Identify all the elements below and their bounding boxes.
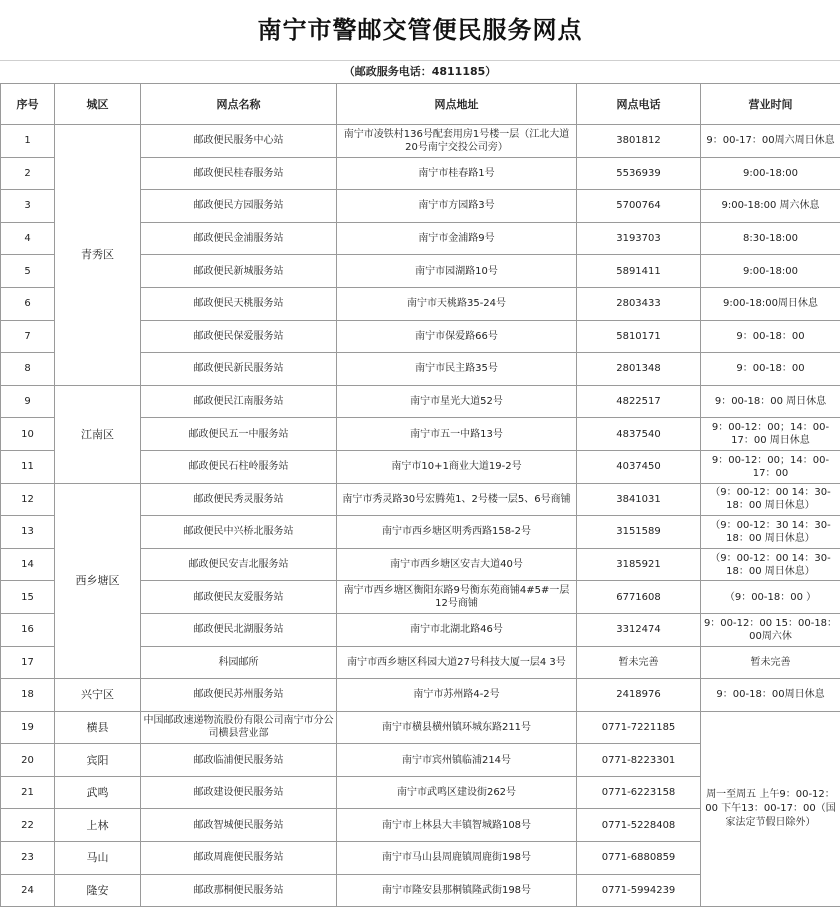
row-phone: 0771-5994239 [577,874,701,907]
row-phone: 暂未完善 [577,646,701,679]
row-hours: （9：00-12：00 14：30-18：00 周日休息） [701,483,840,516]
district-cell: 西乡塘区 [55,483,141,679]
row-no: 17 [1,646,55,679]
row-no: 9 [1,385,55,418]
row-no: 11 [1,450,55,483]
row-no: 8 [1,353,55,386]
header-seq: 序号 [1,84,55,125]
row-hours: 8:30-18:00 [701,222,840,255]
row-phone: 4837540 [577,418,701,451]
row-name: 科园邮所 [141,646,337,679]
row-name: 邮政便民友爱服务站 [141,581,337,614]
row-name: 邮政便民新城服务站 [141,255,337,288]
row-no: 18 [1,679,55,712]
row-phone: 4822517 [577,385,701,418]
row-name: 邮政周鹿便民服务站 [141,842,337,875]
row-no: 19 [1,711,55,744]
row-phone: 0771-6880859 [577,842,701,875]
row-name: 邮政建设便民服务站 [141,776,337,809]
row-address: 南宁市金浦路9号 [337,222,577,255]
row-phone: 4037450 [577,450,701,483]
district-cell: 江南区 [55,385,141,483]
table-header-row [1,84,840,125]
row-no: 13 [1,516,55,549]
row-hours: （9：00-12：00 14：30-18：00 周日休息） [701,548,840,581]
row-hours: （9：00-12：30 14：30-18：00 周日休息） [701,516,840,549]
row-phone: 3185921 [577,548,701,581]
shared-hours-cell: 周一至周五 上午9：00-12：00 下午13：00-17：00（国家法定节假日除外） [701,711,840,907]
row-phone: 0771-8223301 [577,744,701,777]
row-address: 南宁市民主路35号 [337,353,577,386]
row-name: 邮政便民秀灵服务站 [141,483,337,516]
row-name: 中国邮政速递物流股份有限公司南宁市分公司横县营业部 [141,711,337,744]
row-no: 7 [1,320,55,353]
row-phone: 3841031 [577,483,701,516]
district-cell: 兴宁区 [55,679,141,712]
row-address: 南宁市园湖路10号 [337,255,577,288]
row-phone: 3801812 [577,125,701,158]
header-phone: 网点电话 [577,84,701,125]
row-name: 邮政智城便民服务站 [141,809,337,842]
row-phone: 2801348 [577,353,701,386]
row-address: 南宁市五一中路13号 [337,418,577,451]
row-phone: 5891411 [577,255,701,288]
row-hours: 9：00-18：00 [701,353,840,386]
district-cell: 横县 [55,711,141,744]
header-address: 网点地址 [337,84,577,125]
row-name: 邮政便民苏州服务站 [141,679,337,712]
row-name: 邮政便民五一中服务站 [141,418,337,451]
row-name: 邮政便民天桃服务站 [141,287,337,320]
row-name: 邮政便民新民服务站 [141,353,337,386]
row-hours: 9：00-12：00；14：00-17：00 周日休息 [701,418,840,451]
table-row [1,679,840,712]
district-cell: 青秀区 [55,125,141,386]
row-phone: 2418976 [577,679,701,712]
row-hours: （9：00-18：00 ） [701,581,840,614]
row-hours: 9:00-18:00周日休息 [701,287,840,320]
row-no: 1 [1,125,55,158]
row-name: 邮政便民江南服务站 [141,385,337,418]
row-no: 10 [1,418,55,451]
table-row [1,483,840,516]
row-hours: 9：00-18：00周日休息 [701,679,840,712]
row-address: 南宁市西乡塘区衡阳东路9号衡东苑商铺4#5#一层12号商铺 [337,581,577,614]
row-phone: 3193703 [577,222,701,255]
row-no: 4 [1,222,55,255]
row-no: 23 [1,842,55,875]
row-address: 南宁市武鸣区建设街262号 [337,776,577,809]
row-name: 邮政便民北湖服务站 [141,613,337,646]
row-phone: 0771-5228408 [577,809,701,842]
district-cell: 上林 [55,809,141,842]
row-address: 南宁市保爱路66号 [337,320,577,353]
row-address: 南宁市宾州镇临浦214号 [337,744,577,777]
row-no: 20 [1,744,55,777]
row-no: 16 [1,613,55,646]
row-name: 邮政便民中兴桥北服务站 [141,516,337,549]
district-cell: 隆安 [55,874,141,907]
row-phone: 5810171 [577,320,701,353]
row-name: 邮政便民桂春服务站 [141,157,337,190]
row-address: 南宁市星光大道52号 [337,385,577,418]
row-hours: 9：00-18：00 [701,320,840,353]
row-phone: 6771608 [577,581,701,614]
table-row [1,125,840,158]
row-no: 2 [1,157,55,190]
row-hours: 9：00-18：00 周日休息 [701,385,840,418]
row-address: 南宁市马山县周鹿镇周鹿街198号 [337,842,577,875]
row-phone: 3312474 [577,613,701,646]
row-no: 21 [1,776,55,809]
header-district: 城区 [55,84,141,125]
row-hours: 9:00-18:00 [701,157,840,190]
row-no: 22 [1,809,55,842]
row-address: 南宁市隆安县那桐镇隆武街198号 [337,874,577,907]
page-title: 南宁市警邮交管便民服务网点 [257,16,583,44]
row-phone: 0771-7221185 [577,711,701,744]
row-name: 邮政便民保爱服务站 [141,320,337,353]
row-hours: 9：00-12：00；14：00-17：00 [701,450,840,483]
row-address: 南宁市西乡塘区明秀西路158-2号 [337,516,577,549]
header-point-name: 网点名称 [141,84,337,125]
row-name: 邮政便民安吉北服务站 [141,548,337,581]
row-address: 南宁市横县横州镇环城东路211号 [337,711,577,744]
row-no: 6 [1,287,55,320]
row-phone: 5536939 [577,157,701,190]
row-no: 5 [1,255,55,288]
table-row [1,385,840,418]
row-hours: 9：00-12：00 15：00-18：00周六休 [701,613,840,646]
row-no: 24 [1,874,55,907]
row-name: 邮政便民方园服务站 [141,190,337,223]
service-phone: （邮政服务电话：4811185） [0,60,840,83]
row-address: 南宁市西乡塘区安吉大道40号 [337,548,577,581]
row-name: 邮政临浦便民服务站 [141,744,337,777]
row-phone: 5700764 [577,190,701,223]
row-address: 南宁市方园路3号 [337,190,577,223]
row-phone: 3151589 [577,516,701,549]
row-name: 邮政那桐便民服务站 [141,874,337,907]
row-no: 14 [1,548,55,581]
row-no: 15 [1,581,55,614]
header-hours: 营业时间 [701,84,840,125]
row-phone: 2803433 [577,287,701,320]
row-address: 南宁市西乡塘区科园大道27号科技大厦一层4 3号 [337,646,577,679]
table-row [1,711,840,744]
row-hours: 9:00-18:00 周六休息 [701,190,840,223]
row-address: 南宁市桂春路1号 [337,157,577,190]
row-no: 3 [1,190,55,223]
row-address: 南宁市苏州路4-2号 [337,679,577,712]
service-points-table [0,83,840,907]
district-cell: 武鸣 [55,776,141,809]
district-cell: 马山 [55,842,141,875]
row-phone: 0771-6223158 [577,776,701,809]
row-address: 南宁市秀灵路30号宏腾苑1、2号楼一层5、6号商铺 [337,483,577,516]
row-name: 邮政便民石柱岭服务站 [141,450,337,483]
row-hours: 暂未完善 [701,646,840,679]
district-cell: 宾阳 [55,744,141,777]
row-address: 南宁市北湖北路46号 [337,613,577,646]
row-no: 12 [1,483,55,516]
row-name: 邮政便民金浦服务站 [141,222,337,255]
row-hours: 9:00-18:00 [701,255,840,288]
row-address: 南宁市上林县大丰镇智城路108号 [337,809,577,842]
row-address: 南宁市凌铁村136号配套用房1号楼一层（江北大道20号南宁交投公司旁） [337,125,577,158]
row-hours: 9：00-17：00周六周日休息 [701,125,840,158]
row-address: 南宁市天桃路35-24号 [337,287,577,320]
row-name: 邮政便民服务中心站 [141,125,337,158]
row-address: 南宁市10+1商业大道19-2号 [337,450,577,483]
